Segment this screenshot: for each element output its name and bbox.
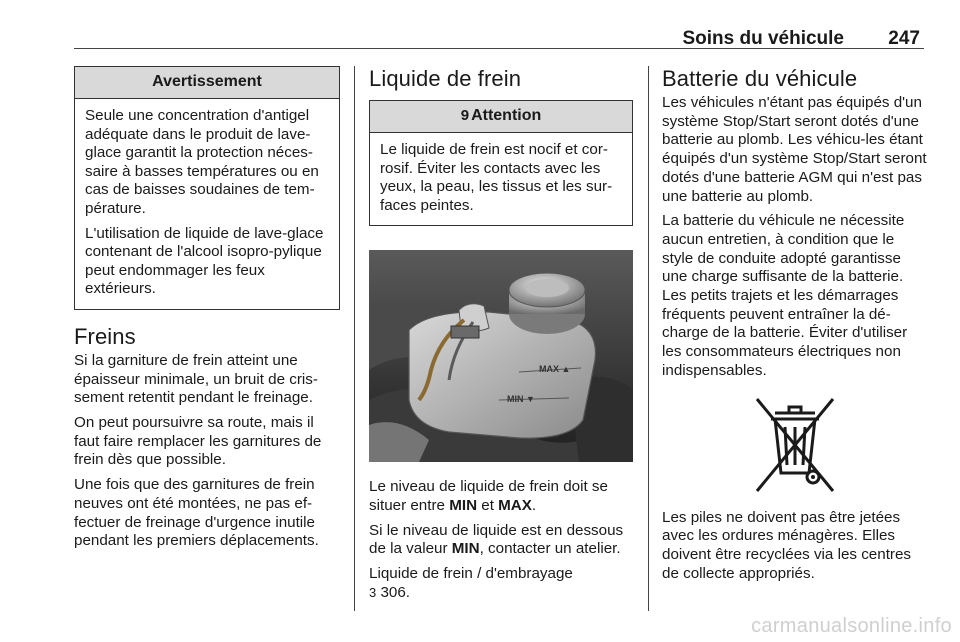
level-text: Le niveau de liquide de frein doit se situer entre — [369, 478, 608, 515]
max-keyword: MAX — [498, 497, 532, 515]
battery-paragraph: Les véhicules n'étant pas équipés d'un système Stop/Start seront dotés d'une batterie au plomb. Les véhicu-les étant équipés d'un système Stop/Start seront dotés d'une batterie AGM qui n'est pas une batterie au plomb. — [662, 94, 927, 205]
column-divider-2 — [648, 66, 649, 611]
battery-heading: Batterie du véhicule — [662, 66, 858, 91]
column-divider-1 — [354, 66, 355, 611]
warning-paragraph: Seule une concentration d'antigel adéquate dans le produit de lave-glace garantit la protection néces-saire à basses températures ou en cas de baisses soudaines de tem-pérature. — [85, 107, 319, 217]
left-column — [74, 66, 340, 557]
brake-fluid-text — [369, 478, 633, 602]
watermark: carmanualsonline.info — [751, 615, 952, 637]
brake-fluid-heading: Liquide de frein — [369, 66, 522, 91]
disposal-paragraph: Les piles ne doivent pas être jetées avec les ordures ménagères. Elles doivent être recyclées via les centres de collecte appropriés. — [662, 508, 912, 582]
freins-paragraph: Une fois que des garnitures de frein neuves ont été montées, ne pas ef-fectuer de freinage d'urgence inutile pendant les premiers déplacements. — [74, 476, 319, 550]
min-keyword: MIN — [451, 540, 480, 558]
max-mark-label: MAX ▲ — [539, 364, 571, 375]
level-text: . — [531, 497, 537, 515]
warning-box — [74, 66, 340, 310]
freins-paragraph: Si la garniture de frein atteint une épaisseur minimale, un bruit de cris-sement retentit pendant le freinage. — [74, 351, 318, 407]
below-min-paragraph — [369, 522, 633, 559]
attention-symbol-icon: 9 — [460, 107, 470, 124]
reference-page[interactable]: 306. — [376, 583, 411, 601]
brake-fluid-reservoir-photo — [369, 250, 633, 462]
attention-box-title — [370, 101, 632, 133]
attention-text: Le liquide de frein est nocif et cor-rosif. Éviter les contacts avec les yeux, la peau, les tissus et les sur-faces peintes. — [380, 141, 613, 214]
battery-disposal-text — [662, 509, 928, 584]
page-header — [74, 18, 924, 49]
battery-text — [662, 94, 928, 381]
warning-box-body — [75, 99, 339, 309]
crossed-out-wheelie-bin-icon — [747, 393, 843, 497]
reference-paragraph — [369, 565, 633, 602]
attention-box — [369, 100, 633, 226]
min-keyword: MIN — [449, 497, 478, 515]
section-title: Soins du véhicule — [682, 28, 844, 49]
warning-paragraph: L'utilisation de liquide de lave-glace contenant de l'alcool isopro-pylique peut endommager les feux extérieurs. — [85, 224, 324, 298]
warning-box-title: Avertissement — [75, 67, 339, 99]
level-paragraph — [369, 478, 633, 515]
page-number: 247 — [888, 28, 920, 49]
attention-box-body — [370, 133, 632, 225]
min-mark-label: MIN ▼ — [507, 394, 535, 405]
level-text: et — [477, 497, 499, 515]
reference-arrow-icon: 3 — [369, 584, 377, 600]
battery-paragraph: La batterie du véhicule ne nécessite aucun entretien, à condition que le style de conduite adopté garantisse une charge suffisante de la batterie. Les petits trajets et les démarrages fréquents peuvent entraîner la dé-charge de la batterie. Éviter d'utiliser les consommateurs électriques non indispensables. — [662, 212, 908, 379]
freins-paragraph: On peut poursuivre sa route, mais il faut faire remplacer les garnitures de frein dès que possible. — [74, 414, 322, 469]
right-column — [662, 66, 928, 589]
below-min-text: Si le niveau de liquide est en dessous de la valeur — [369, 521, 624, 558]
reference-text: Liquide de frein / d'embrayage — [369, 565, 573, 583]
attention-title-text: Attention — [471, 107, 542, 124]
below-min-text: , contacter un atelier. — [479, 540, 621, 558]
middle-column — [369, 66, 633, 609]
reservoir-illustration — [369, 250, 633, 462]
freins-heading: Freins — [74, 323, 136, 349]
freins-text — [74, 352, 340, 551]
